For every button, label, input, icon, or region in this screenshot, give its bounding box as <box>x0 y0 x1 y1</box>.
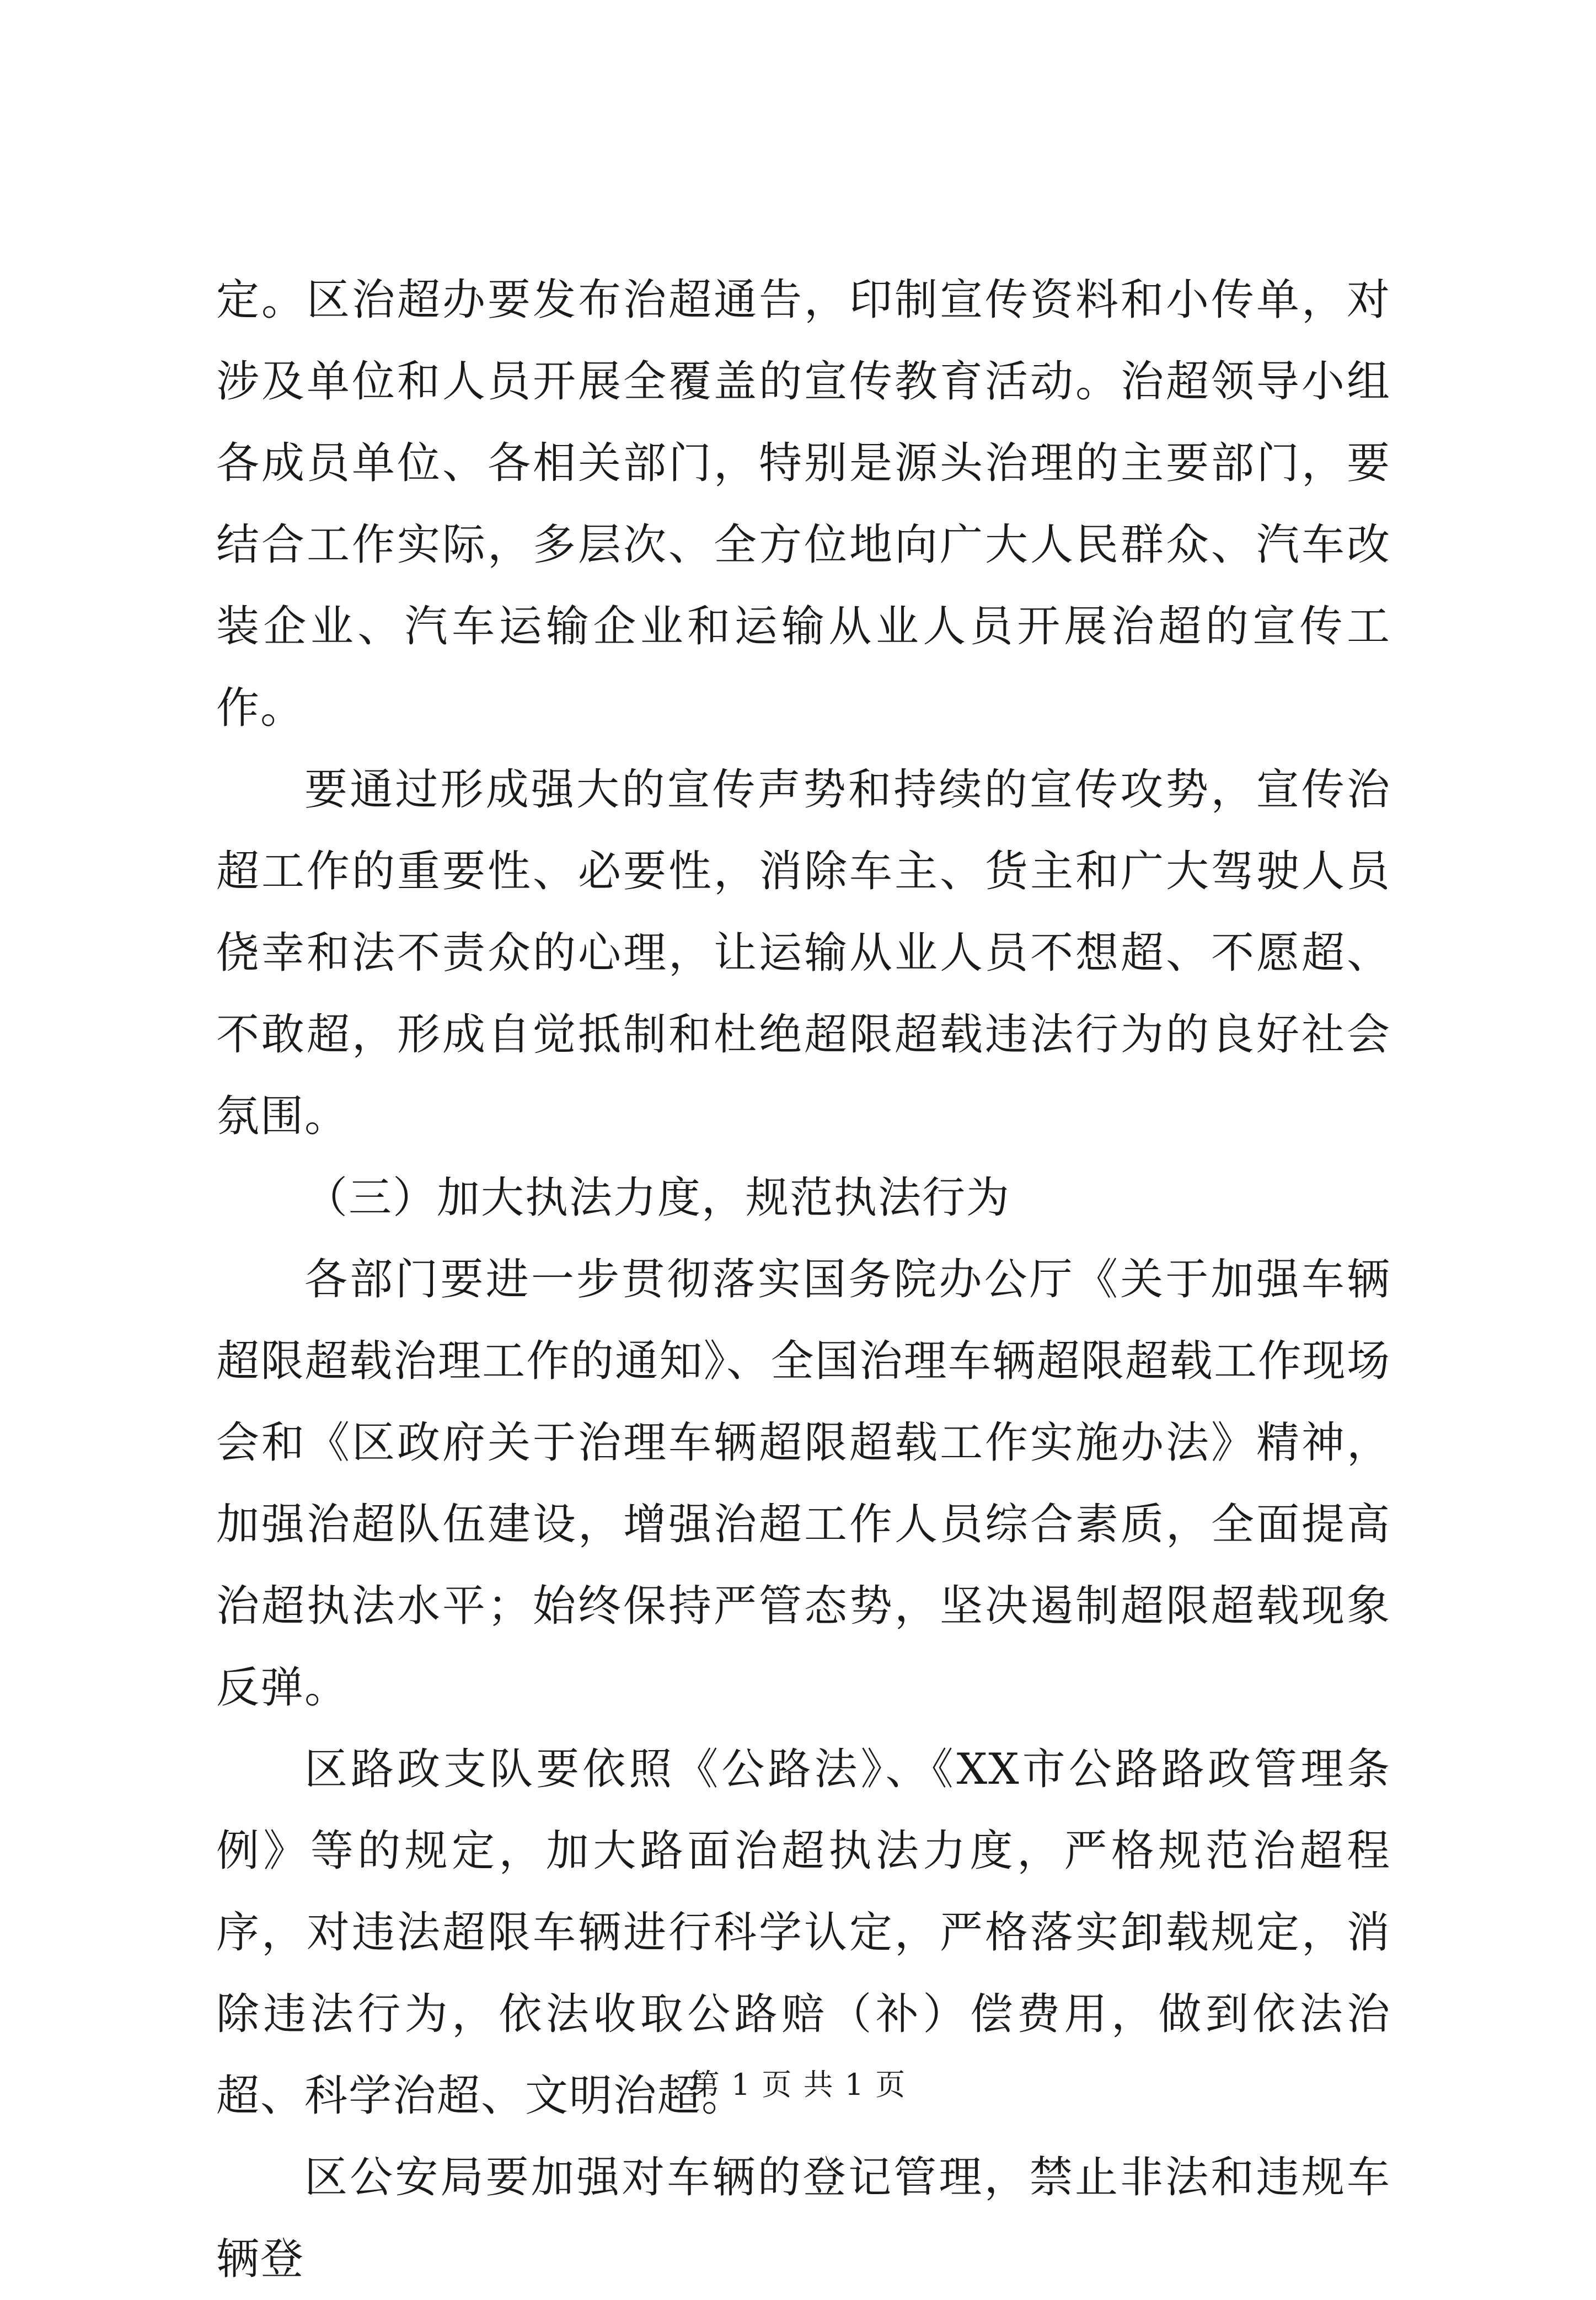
paragraph-5: 区公安局要加强对车辆的登记管理，禁止非法和违规车辆登 <box>216 2153 1391 2284</box>
paragraph-1: 定。区治超办要发布治超通告，印制宣传资料和小传单，对涉及单位和人员开展全覆盖的宣传教育活动。治超领导小组各成员单位、各相关部门，特别是源头治理的主要部门，要结合工作实际，多层次、全方位地向广大人民群众、汽车改装企业、汽车运输企业和运输从业人员开展治超的宣传工作。 <box>216 275 1391 733</box>
paragraph-4: 区路政支队要依照《公路法》、《XX市公路路政管理条例》等的规定，加大路面治超执法力度，严格规范治超程序，对违法超限车辆进行科学认定，严格落实卸载规定，消除违法行为，依法收取公路赔（补）偿费用，做到依法治超、科学治超、文明治超。 <box>216 1745 1391 2121</box>
document-body <box>216 259 1391 2300</box>
paragraph-2: 要通过形成强大的宣传声势和持续的宣传攻势，宣传治超工作的重要性、必要性，消除车主、货主和广大驾驶人员侥幸和法不责众的心理，让运输从业人员不想超、不愿超、不敢超，形成自觉抵制和杜绝超限超载违法行为的良好社会氛围。 <box>216 765 1391 1141</box>
paragraph-3: 各部门要进一步贯彻落实国务院办公厅《关于加强车辆超限超载治理工作的通知》、全国治理车辆超限超载工作现场会和《区政府关于治理车辆超限超载工作实施办法》精神，加强治超队伍建设，增强治超工作人员综合素质，全面提高治超执法水平；始终保持严管态势，坚决遏制超限超载现象反弹。 <box>216 1255 1391 1713</box>
section-heading: （三）加大执法力度，规范执法行为 <box>304 1173 1011 1223</box>
page-footer: 第 1 页 共 1 页 <box>689 2067 907 2102</box>
